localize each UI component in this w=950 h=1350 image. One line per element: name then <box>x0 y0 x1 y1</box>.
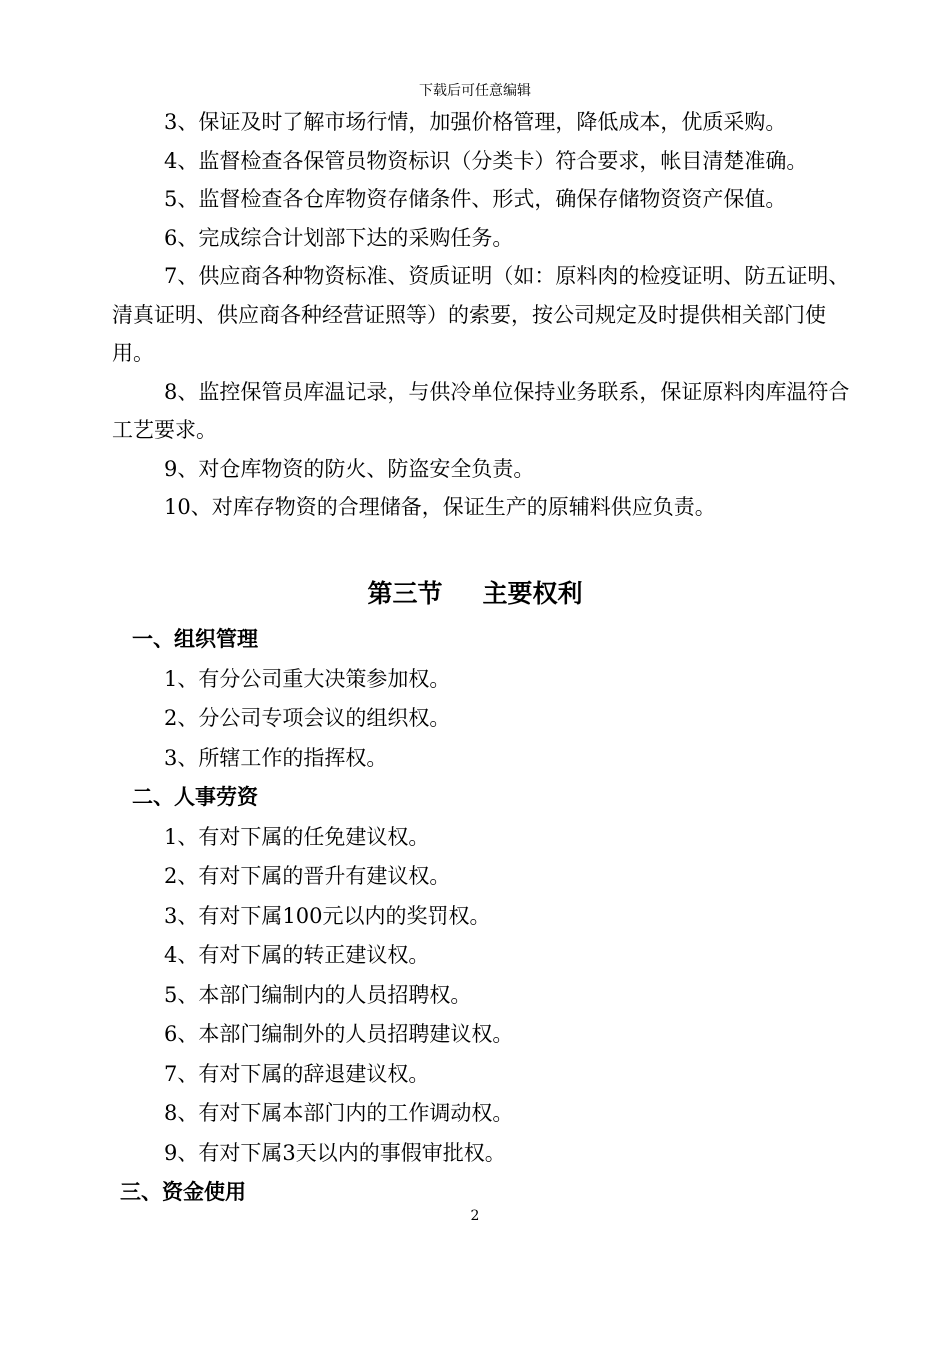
section-title <box>0 574 950 610</box>
top-paragraphs <box>112 103 852 527</box>
paragraph: 7、供应商各种物资标准、资质证明（如：原料肉的检疫证明、防五证明、清真证明、供应商各种经营证照等）的索要，按公司规定及时提供相关部门使用。 <box>112 264 850 365</box>
paragraph: 6、完成综合计划部下达的采购任务。 <box>164 225 514 250</box>
list-item: 7、有对下属的辞退建议权。 <box>164 1061 430 1086</box>
page-number: 2 <box>470 1208 480 1224</box>
paragraph: 8、监控保管员库温记录，与供冷单位保持业务联系，保证原料肉库温符合工艺要求。 <box>112 379 850 442</box>
list-item: 9、有对下属3天以内的事假审批权。 <box>164 1140 506 1165</box>
section-number: 第三节 <box>367 579 443 608</box>
list-item: 1、有对下属的任免建议权。 <box>164 824 430 849</box>
list-item: 2、分公司专项会议的组织权。 <box>164 706 451 730</box>
list-item: 3、所辖工作的指挥权。 <box>164 745 388 770</box>
section-name: 主要权利 <box>482 579 583 608</box>
list-item: 4、有对下属的转正建议权。 <box>164 943 430 967</box>
list-item: 3、有对下属100元以内的奖罚权。 <box>164 903 491 928</box>
group-heading: 二、人事劳资 <box>132 785 258 809</box>
list-item: 8、有对下属本部门内的工作调动权。 <box>164 1101 514 1125</box>
paragraph: 4、监督检查各保管员物资标识（分类卡）符合要求，帐目清楚准确。 <box>164 148 808 173</box>
paragraph: 10、对库存物资的合理储备，保证生产的原辅料供应负责。 <box>164 495 716 519</box>
group-heading: 一、组织管理 <box>132 627 258 651</box>
list-item: 5、本部门编制内的人员招聘权。 <box>164 982 472 1007</box>
list-item: 1、有分公司重大决策参加权。 <box>164 666 451 691</box>
list-item: 2、有对下属的晋升有建议权。 <box>164 864 451 888</box>
page-header: 下载后可任意编辑 <box>419 83 531 99</box>
paragraph: 9、对仓库物资的防火、防盗安全负责。 <box>164 456 535 481</box>
list-item: 6、本部门编制外的人员招聘建议权。 <box>164 1022 514 1046</box>
group-heading: 三、资金使用 <box>120 1180 246 1204</box>
paragraph: 5、监督检查各仓库物资存储条件、形式，确保存储物资资产保值。 <box>164 187 787 211</box>
paragraph: 3、保证及时了解市场行情，加强价格管理，降低成本，优质采购。 <box>164 110 787 134</box>
rights-list <box>112 620 852 1213</box>
